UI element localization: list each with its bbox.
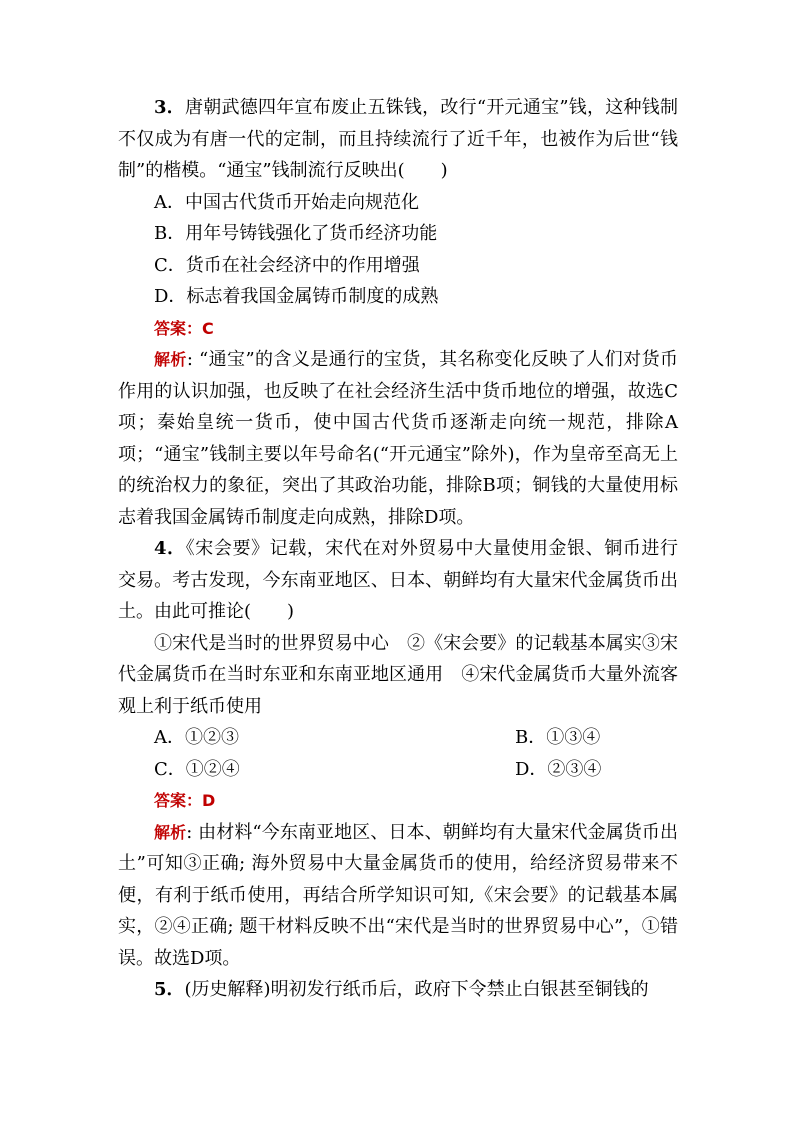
question-3-number: 3．	[154, 97, 186, 118]
question-5-number: 5．	[154, 979, 185, 1000]
answer-label: 答案：	[154, 318, 203, 338]
question-4-analysis	[118, 817, 678, 975]
question-4-option-d: D．②③④	[515, 758, 602, 780]
question-3-analysis	[118, 344, 678, 533]
document-page	[118, 92, 678, 1006]
answer-label: 答案：	[154, 791, 203, 810]
question-5-stem	[118, 974, 678, 1006]
question-4-answer	[118, 785, 678, 817]
analysis-label: 解析	[154, 822, 187, 842]
question-4-stem	[118, 533, 678, 628]
question-4-options-row-2	[118, 754, 678, 786]
question-3-option-b: B．用年号铸钱强化了货币经济功能	[154, 223, 438, 244]
question-5-text: (历史解释)明初发行纸币后，政府下令禁止白银甚至铜钱的	[184, 979, 649, 1000]
question-4-options-row-1	[118, 722, 678, 754]
question-3-option-d: D．标志着我国金属铸币制度的成熟	[154, 286, 439, 307]
question-3-stem	[118, 92, 678, 187]
question-3-answer	[118, 313, 678, 345]
analysis-label: 解析	[154, 350, 187, 369]
question-4-option-c: C．①②④	[154, 758, 240, 780]
question-4-statements: ①宋代是当时的世界贸易中心 ②《宋会要》的记载基本属实③宋代金属货币在当时东亚和东南亚地区通用 ④宋代金属货币大量外流客观上利于纸币使用	[118, 632, 678, 717]
answer-value: D	[202, 791, 216, 810]
analysis-text: : 由材料“今东南亚地区、日本、朝鲜均有大量宋代金属货币出土”可知③正确; 海外贸易中大量金属货币的使用，给经济贸易带来不便，有利于纸币使用，再结合所学知识可知,《宋会要》的记载基本属实，②④正确; 题干材料反映不出“宋代是当时的世界贸易中心”，①错误。故选D项。	[118, 821, 678, 969]
question-3-option-a: A．中国古代货币开始走向规范化	[154, 191, 419, 213]
question-4-text: 《宋会要》记载，宋代在对外贸易中大量使用金银、铜币进行交易。考古发现，今东南亚地区、日本、朝鲜均有大量宋代金属货币出土。由此可推论( )	[118, 538, 678, 622]
question-4-option-b: B．①③④	[515, 727, 601, 748]
question-4-number: 4．	[154, 538, 186, 559]
question-3-text: 唐朝武德四年宣布废止五铢钱，改行“开元通宝”钱，这种钱制不仅成为有唐一代的定制，而且持续流行了近千年，也被作为后世“钱制”的楷模。“通宝”钱制流行反映出( )	[118, 97, 678, 181]
answer-value: C	[202, 318, 214, 338]
analysis-text: : “通宝”的含义是通行的宝货，其名称变化反映了人们对货币作用的认识加强，也反映了在社会经济生活中货币地位的增强，故选C项；秦始皇统一货币，使中国古代货币逐渐走向统一规范，排除A项；“通宝”钱制主要以年号命名(“开元通宝”除外)，作为皇帝至高无上的统治权力的象征，突出了其政治功能，排除B项；铜钱的大量使用标志着我国金属铸币制度走向成熟，排除D项。	[118, 349, 678, 528]
question-3-option-c: C．货币在社会经济中的作用增强	[154, 254, 420, 276]
question-4-option-a: A．①②③	[154, 727, 239, 748]
